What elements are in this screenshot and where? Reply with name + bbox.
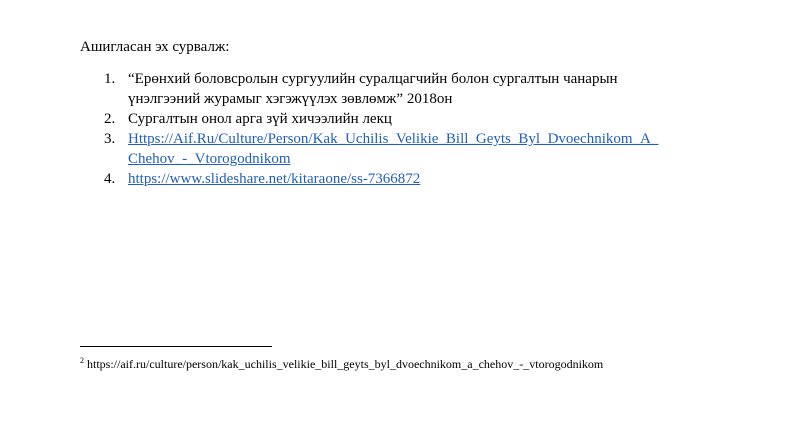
- reference-list: [0, 69, 794, 189]
- footnote-separator: [80, 346, 272, 347]
- reference-text: Сургалтын онол арга зүй хичээлийн лекц: [128, 111, 392, 127]
- list-item: [0, 109, 794, 129]
- footnote-mark: 2: [80, 356, 84, 365]
- list-number: 1.: [104, 71, 116, 87]
- reference-text-line-2: үнэлгээний журамыг хэгэжүүлэх зөвлөмж” 2018он: [128, 91, 453, 107]
- list-item: [0, 69, 794, 109]
- reference-link-slideshare[interactable]: https://www.slideshare.net/kitaraone/ss-7366872: [128, 171, 421, 187]
- list-number: 2.: [104, 111, 116, 127]
- reference-text-line-1: “Ерөнхий боловсролын сургуулийн суралцагчийн болон сургалтын чанарын: [128, 71, 618, 87]
- reference-link-block-2: [128, 149, 708, 169]
- list-number: 4.: [104, 171, 116, 187]
- reference-link-aif-line-2[interactable]: Chehov_-_Vtorogodnikom: [128, 151, 291, 167]
- reference-link-aif-line-1[interactable]: Https://Aif.Ru/Culture/Person/Kak_Uchilis_Velikie_Bill_Geyts_Byl_Dvoechnikom_A_: [128, 131, 659, 147]
- footnote-text: https://aif.ru/culture/person/kak_uchilis_velikie_bill_geyts_byl_dvoechnikom_a_chehov_-_vtorogodnikom: [87, 357, 604, 371]
- footnote: [80, 356, 603, 372]
- list-item: [0, 129, 794, 169]
- reference-link-block: [128, 169, 708, 189]
- sources-heading: Ашигласан эх сурвалж:: [80, 39, 230, 55]
- list-number: 3.: [104, 131, 116, 147]
- reference-link-block: [128, 129, 708, 149]
- list-item: [0, 169, 794, 189]
